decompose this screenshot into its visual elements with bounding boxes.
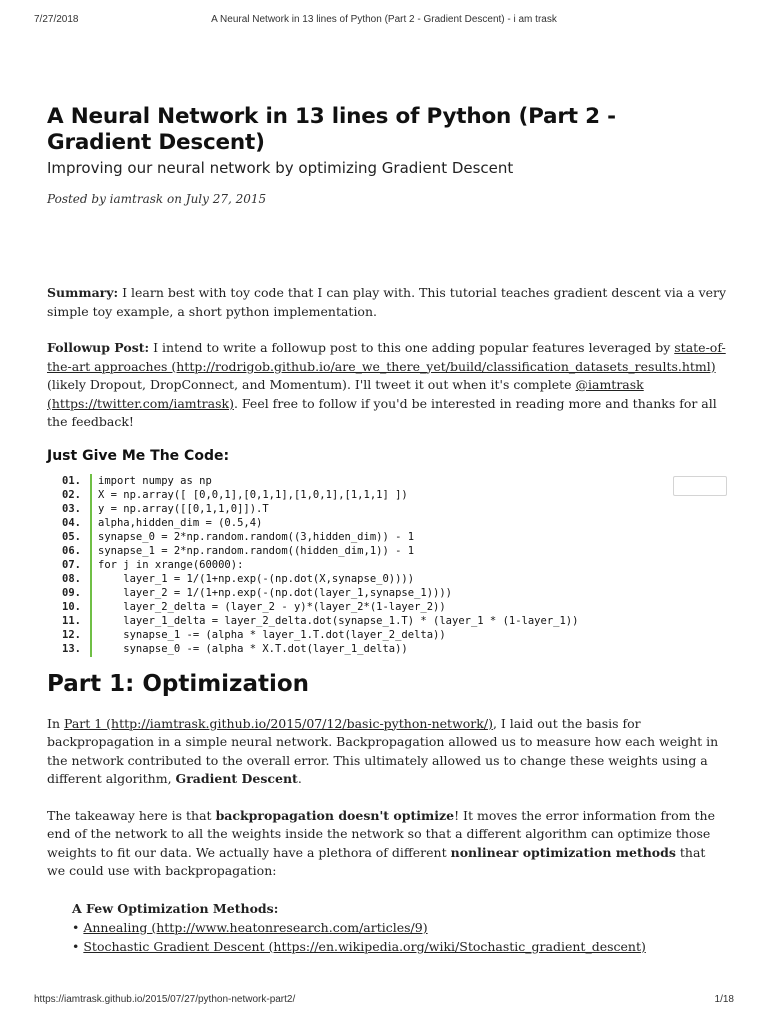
- code-line: [51, 502, 578, 516]
- code-line: [51, 642, 578, 656]
- line-number: 12.: [62, 628, 81, 641]
- code-line: [51, 558, 578, 572]
- followup-text-3: . Feel free to follow if you'd be interested in reading more and thanks for all the feedback!: [47, 395, 717, 429]
- gradient-descent-bold: Gradient Descent: [175, 771, 298, 786]
- line-number: 11.: [62, 614, 81, 627]
- copy-code-button[interactable]: [673, 476, 727, 496]
- annealing-link[interactable]: Annealing (http://www.heatonresearch.com/articles/9): [83, 919, 428, 935]
- line-number: 04.: [62, 516, 81, 529]
- code-block: [51, 474, 727, 659]
- code-text: for j in xrange(60000):: [98, 558, 244, 571]
- code-lines: [51, 474, 578, 656]
- code-line: [51, 586, 578, 600]
- p2-text-2: ! It moves the error information from the end of the network to all the weights inside the network so that a different algorithm can optimize those weights to fit our data. We actually have a plethora of different: [47, 807, 715, 860]
- method-item: [72, 918, 727, 937]
- twitter-link[interactable]: @iamtrask (https://twitter.com/iamtrask): [47, 377, 644, 411]
- line-number: 01.: [62, 474, 81, 487]
- code-line: [51, 530, 578, 544]
- summary-label: Summary:: [47, 285, 119, 300]
- line-number: 09.: [62, 586, 81, 599]
- code-line: [51, 544, 578, 558]
- code-text: synapse_0 -= (alpha * X.T.dot(layer_1_delta)): [98, 642, 408, 655]
- line-number: 03.: [62, 502, 81, 515]
- bullet: •: [72, 919, 80, 935]
- line-number: 13.: [62, 642, 81, 655]
- state-of-the-art-link[interactable]: state-of-the-art approaches (http://rodrigob.github.io/are_we_there_yet/build/classification_datasets_results.html): [47, 340, 726, 374]
- line-number: 05.: [62, 530, 81, 543]
- code-line: [51, 614, 578, 628]
- part1-heading: Part 1: Optimization: [47, 670, 310, 697]
- code-line: [51, 572, 578, 586]
- code-text: import numpy as np: [98, 474, 212, 487]
- bullet: •: [72, 938, 80, 954]
- followup-text-2: (likely Dropout, DropConnect, and Momentum). I'll tweet it out when it's complete: [47, 377, 576, 392]
- line-number: 06.: [62, 544, 81, 557]
- code-text: y = np.array([[0,1,1,0]]).T: [98, 502, 269, 515]
- line-number: 10.: [62, 600, 81, 613]
- post-meta: Posted by iamtrask on July 27, 2015: [47, 192, 267, 206]
- part1-paragraph-2: [47, 807, 727, 881]
- article-title: A Neural Network in 13 lines of Python (Part 2 - Gradient Descent): [47, 104, 616, 155]
- article: [47, 104, 727, 956]
- print-page-title: A Neural Network in 13 lines of Python (Part 2 - Gradient Descent) - i am trask: [211, 14, 557, 25]
- code-line: [51, 488, 578, 502]
- line-number: 02.: [62, 488, 81, 501]
- code-text: layer_2_delta = (layer_2 - y)*(layer_2*(1-layer_2)): [98, 600, 446, 613]
- summary-text: I learn best with toy code that I can play with. This tutorial teaches gradient descent via a very simple toy example, a short python implementation.: [47, 285, 727, 319]
- summary-paragraph: [47, 284, 727, 321]
- code-text: synapse_1 = 2*np.random.random((hidden_dim,1)) - 1: [98, 544, 415, 557]
- p1-text-1: In: [47, 715, 64, 731]
- part1-link[interactable]: Part 1 (http://iamtrask.github.io/2015/07/12/basic-python-network/): [63, 715, 493, 731]
- p1-text-3: .: [297, 771, 302, 786]
- code-text: layer_2 = 1/(1+np.exp(-(np.dot(layer_1,synapse_1)))): [98, 586, 453, 599]
- code-line: [51, 628, 578, 642]
- methods-title: A Few Optimization Methods:: [72, 900, 279, 916]
- sgd-link[interactable]: Stochastic Gradient Descent (https://en.wikipedia.org/wiki/Stochastic_gradient_descent): [83, 938, 646, 954]
- code-line: [51, 474, 578, 488]
- method-item: [72, 937, 727, 956]
- code-text: layer_1 = 1/(1+np.exp(-(np.dot(X,synapse_0)))): [98, 572, 415, 585]
- code-line: [51, 516, 578, 530]
- print-date: 7/27/2018: [34, 14, 79, 25]
- optimization-methods-list: [72, 899, 727, 956]
- code-text: layer_1_delta = layer_2_delta.dot(synapse_1.T) * (layer_1 * (1-layer_1)): [98, 614, 579, 627]
- code-heading: Just Give Me The Code:: [47, 447, 230, 464]
- footer-url: https://iamtrask.github.io/2015/07/27/python-network-part2/: [34, 994, 296, 1005]
- article-subtitle: Improving our neural network by optimizing Gradient Descent: [47, 159, 514, 177]
- code-line: [51, 600, 578, 614]
- nonlinear-methods-bold: nonlinear optimization methods: [450, 844, 676, 860]
- part1-paragraph-1: [47, 715, 727, 789]
- code-text: alpha,hidden_dim = (0.5,4): [98, 516, 263, 529]
- followup-label: Followup Post:: [47, 340, 150, 355]
- code-text: synapse_1 -= (alpha * layer_1.T.dot(layer_2_delta)): [98, 628, 446, 641]
- p1-text-2: , I laid out the basis for backpropagation in a simple neural network. Backpropagation allowed us to measure how each weight in the network contributed to the overall error. This ultimately allowed us to change these weights using a different algorithm,: [47, 715, 719, 786]
- print-footer: [34, 994, 734, 1005]
- p2-text-3: that we could use with backpropagation:: [47, 844, 706, 878]
- code-text: synapse_0 = 2*np.random.random((3,hidden_dim)) - 1: [98, 530, 415, 543]
- line-number: 08.: [62, 572, 81, 585]
- line-number: 07.: [62, 558, 81, 571]
- p2-text-1: The takeaway here is that: [47, 807, 216, 823]
- followup-paragraph: [47, 339, 727, 432]
- backprop-bold: backpropagation doesn't optimize: [215, 807, 455, 823]
- code-text: X = np.array([ [0,0,1],[0,1,1],[1,0,1],[1,1,1] ]): [98, 488, 408, 501]
- followup-text-1: I intend to write a followup post to this one adding popular features leveraged by: [149, 340, 675, 355]
- page-number: 1/18: [714, 994, 734, 1005]
